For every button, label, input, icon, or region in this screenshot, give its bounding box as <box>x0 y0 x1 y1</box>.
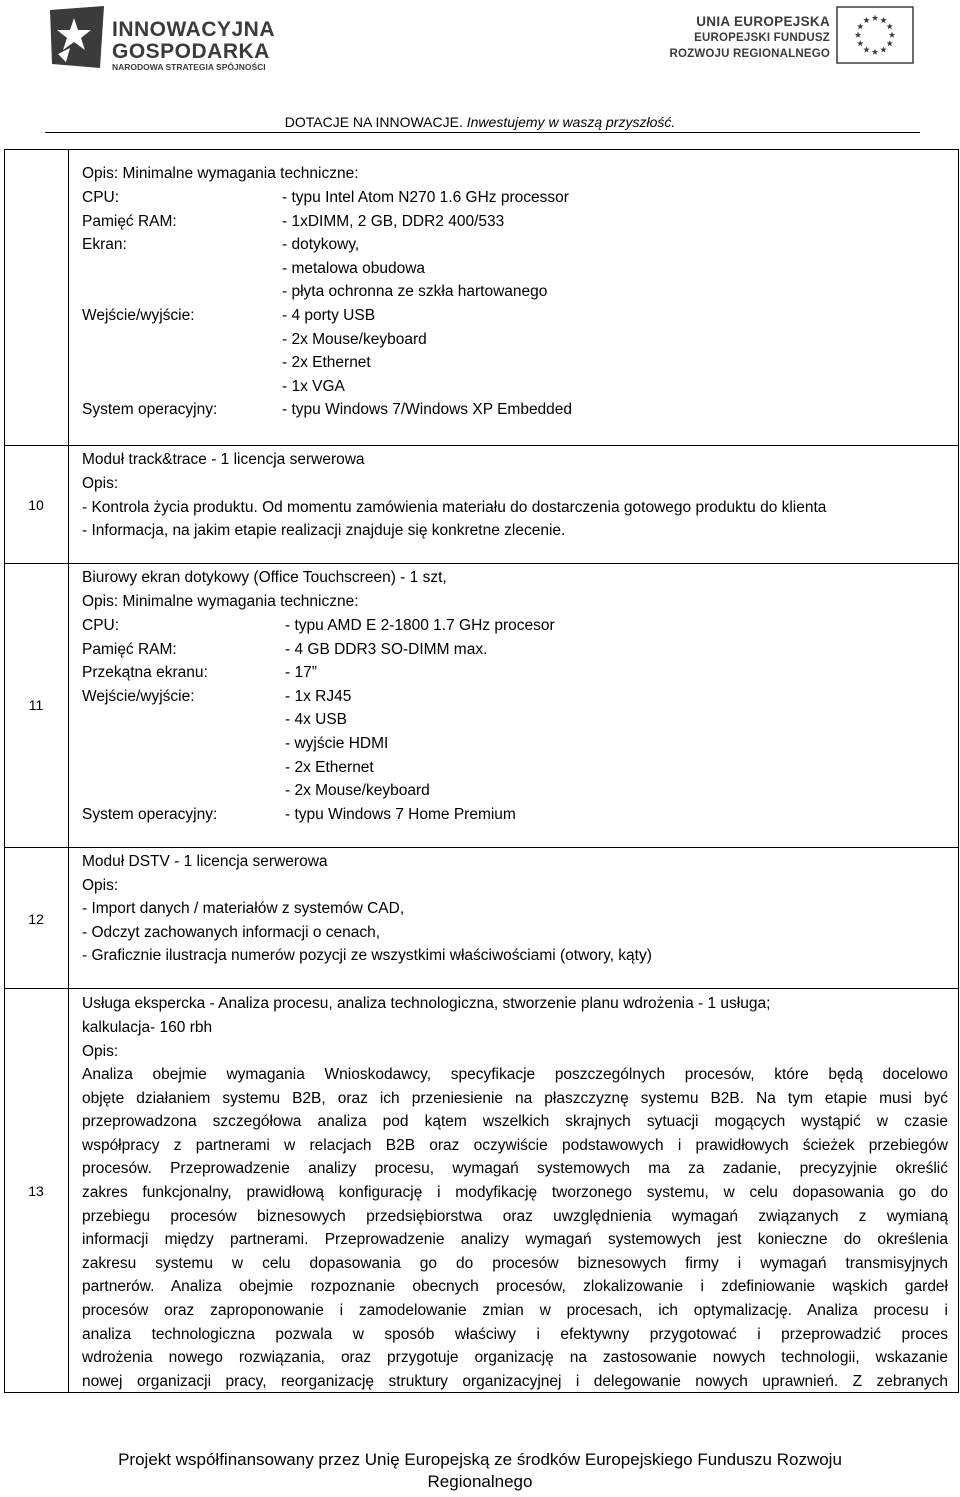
row13-paragraph-line: przebiegu procesów biznesowych przedsiębiorstwa oraz uwzględnienia wymagań związanych z wymianą <box>82 1207 948 1225</box>
row11-spec-label: CPU: <box>82 617 120 634</box>
row11-spec-value: - wyjście HDMI <box>285 735 389 752</box>
row12-item: - Graficznie ilustracja numerów pozycji ze wszystkimi właściwościami (otwory, kąty) <box>82 947 652 964</box>
row9-spec-value: - 1xDIMM, 2 GB, DDR2 400/533 <box>282 212 505 230</box>
number-column-divider <box>68 149 69 1393</box>
row13-paragraph-line: zakresu systemu w celu dopasowania go do procesów biznesowych firmy i wymagań transmisyjnych <box>82 1254 948 1272</box>
row13-paragraph-line: przeprowadzona szczegółowa analiza pod kątem wszelkich skrajnych sytuacji mogących wystąpić w czasie <box>82 1113 948 1131</box>
innowacyjna-gospodarka-emblem-icon <box>48 4 108 70</box>
row11-spec-value: - 4x USB <box>285 711 348 729</box>
logo-right-line2: EUROPEJSKI FUNDUSZ <box>694 32 830 44</box>
row13-paragraph-line: analiza technologiczna pozwala w sposób właściwy i efektywny przygotować i przeprowadzić proces <box>82 1325 948 1343</box>
row9-spec-value: - typu Intel Atom N270 1.6 GHz processor <box>282 189 569 206</box>
header-divider <box>45 132 920 133</box>
header-tagline <box>0 114 960 130</box>
logo-left-line3: NARODOWA STRATEGIA SPÓJNOŚCI <box>112 62 266 72</box>
row9-spec-value: - dotykowy, <box>282 236 360 254</box>
row11-title: Biurowy ekran dotykowy (Office Touchscreen) - 1 szt, <box>82 569 447 586</box>
row13-paragraph-line: zakres funkcjonalny, prawidłową konfigurację i modyfikację tworzonego systemu, w celu dopasowania go do <box>82 1184 948 1201</box>
row10-title: Moduł track&trace - 1 licencja serwerowa <box>82 451 365 468</box>
tagline-plain: DOTACJE NA INNOWACJE. <box>284 114 467 130</box>
logo-left-line2: GOSPODARKA <box>112 40 270 63</box>
row9-spec-value: - typu Windows 7/Windows XP Embedded <box>282 401 573 419</box>
row13-title: Usługa ekspercka - Analiza procesu, analiza technologiczna, stworzenie planu wdrożenia - 1 usługa; <box>82 995 771 1012</box>
row13-paragraph-line: Analiza obejmie wymagania Wnioskodawcy, specyfikacje poszczególnych procesów, które będą docelowo <box>82 1066 948 1083</box>
row9-spec-value: - 1x VGA <box>282 377 345 395</box>
row10-line1b: Od momentu zamówienia materiału do dostarczenia gotowego produktu do klienta <box>257 499 827 516</box>
row13-paragraph-line: informacji między partnerami. Przeprowadzenie analizy wymagań systemowych jest konieczne do określenia <box>82 1231 948 1249</box>
row11-spec-value: - 1x RJ45 <box>285 687 352 705</box>
row9-spec-label: Wejście/wyjście: <box>82 307 195 324</box>
row13-paragraph-line: wdrożenia nowego rozwiązania, oraz przygotuje organizację na zastosowanie nowych technologii, wskazanie <box>82 1349 948 1367</box>
row9-spec-value: - 4 porty USB <box>282 307 376 324</box>
logo-right-line1: UNIA EUROPEJSKA <box>696 14 830 29</box>
row12-opis: Opis: <box>82 877 119 894</box>
logo-left-line1: INNOWACYJNA <box>112 18 276 41</box>
row10-line2: - Informacja, na jakim etapie realizacji znajduje się konkretne zlecenie. <box>82 522 566 539</box>
row11-spec-label: Wejście/wyjście: <box>82 687 195 705</box>
row11-spec-value: - 2x Mouse/keyboard <box>285 782 430 800</box>
row9-spec-value: - metalowa obudowa <box>282 259 426 277</box>
row9-opis: Opis: Minimalne wymagania techniczne: <box>82 165 359 182</box>
row11-spec-label: System operacyjny: <box>82 805 218 823</box>
row9-spec-label: Ekran: <box>82 236 127 254</box>
row10-line1 <box>82 496 826 520</box>
row12-item: - Import danych / materiałów z systemów CAD, <box>82 900 405 917</box>
row13-paragraph-line: nowej organizacji pracy, reorganizację struktury organizacyjnej i delegowanie nowych uprawnień. Z zebranych <box>82 1372 948 1390</box>
row10-opis: Opis: <box>82 475 119 492</box>
logo-right-line3: ROZWOJU REGIONALNEGO <box>669 48 830 60</box>
row9-spec-value: - płyta ochronna ze szkła hartowanego <box>282 283 548 301</box>
row11-spec-label: Pamięć RAM: <box>82 640 177 658</box>
row13-paragraph-line: objęte działaniem systemu B2B, oraz ich przeniesienie na płaszczyznę systemu B2B. Na tym etapie musi być <box>82 1089 948 1107</box>
eu-logo-text <box>669 14 830 62</box>
row13-paragraph-line: partnerów. Analiza obejmie rozpoznanie obecnych procesów, zlokalizowanie i zdefiniowanie wąskich gardeł <box>82 1278 948 1296</box>
row11-spec-value: - 17” <box>285 664 317 682</box>
row11-spec-label: Przekątna ekranu: <box>82 664 208 682</box>
row-divider <box>4 847 959 848</box>
eu-fund-logo <box>584 4 914 70</box>
row-number: 13 <box>28 1183 44 1199</box>
innowacyjna-gospodarka-logo <box>48 4 288 72</box>
eu-flag-icon <box>836 6 914 64</box>
row11-spec-value: - 2x Ethernet <box>285 758 374 776</box>
row13-subtitle: kalkulacja- 160 rbh <box>82 1019 213 1036</box>
row-divider <box>4 445 959 446</box>
row12-title: Moduł DSTV - 1 licencja serwerowa <box>82 853 328 870</box>
row-divider <box>4 563 959 564</box>
row-number: 12 <box>28 911 44 927</box>
row9-spec-label: CPU: <box>82 189 120 206</box>
row-number: 10 <box>28 497 44 513</box>
row11-spec-value: - typu AMD E 2-1800 1.7 GHz procesor <box>285 617 555 634</box>
row13-paragraph-line: procesów. Przeprowadzenie analizy procesu, wymagań systemowych ma za zadanie, precyzyjnie określić <box>82 1160 948 1178</box>
row13-paragraph-line: procesów oraz zaproponowanie i zamodelowanie zmian w procesach, ich optymalizację. Analiza procesu i <box>82 1302 948 1319</box>
row13-paragraph-line: współpracy z partnerami w relacjach B2B oraz oczywiście podstawowych i prawidłowych ścieżek przebiegów <box>82 1136 948 1154</box>
row9-spec-value: - 2x Mouse/keyboard <box>282 330 427 348</box>
row13-opis: Opis: <box>82 1043 119 1060</box>
row-number: 11 <box>28 697 44 713</box>
row11-spec-value: - typu Windows 7 Home Premium <box>285 805 516 823</box>
row11-spec-value: - 4 GB DDR3 SO-DIMM max. <box>285 640 488 658</box>
row9-spec-label: Pamięć RAM: <box>82 212 177 230</box>
row-divider <box>4 988 959 989</box>
page-footer <box>0 1449 960 1493</box>
row10-line1a: - Kontrola życia produktu. <box>82 499 258 516</box>
footer-line2: Regionalnego <box>427 1472 533 1491</box>
row9-spec-label: System operacyjny: <box>82 401 218 419</box>
footer-line1: Projekt współfinansowany przez Unię Europejską ze środków Europejskiego Funduszu Rozwoju <box>118 1450 842 1469</box>
row12-item: - Odczyt zachowanych informacji o cenach, <box>82 924 381 941</box>
tagline-italic: Inwestujemy w waszą przyszłość. <box>466 114 676 130</box>
row11-opis: Opis: Minimalne wymagania techniczne: <box>82 593 359 610</box>
row9-spec-value: - 2x Ethernet <box>282 354 371 372</box>
